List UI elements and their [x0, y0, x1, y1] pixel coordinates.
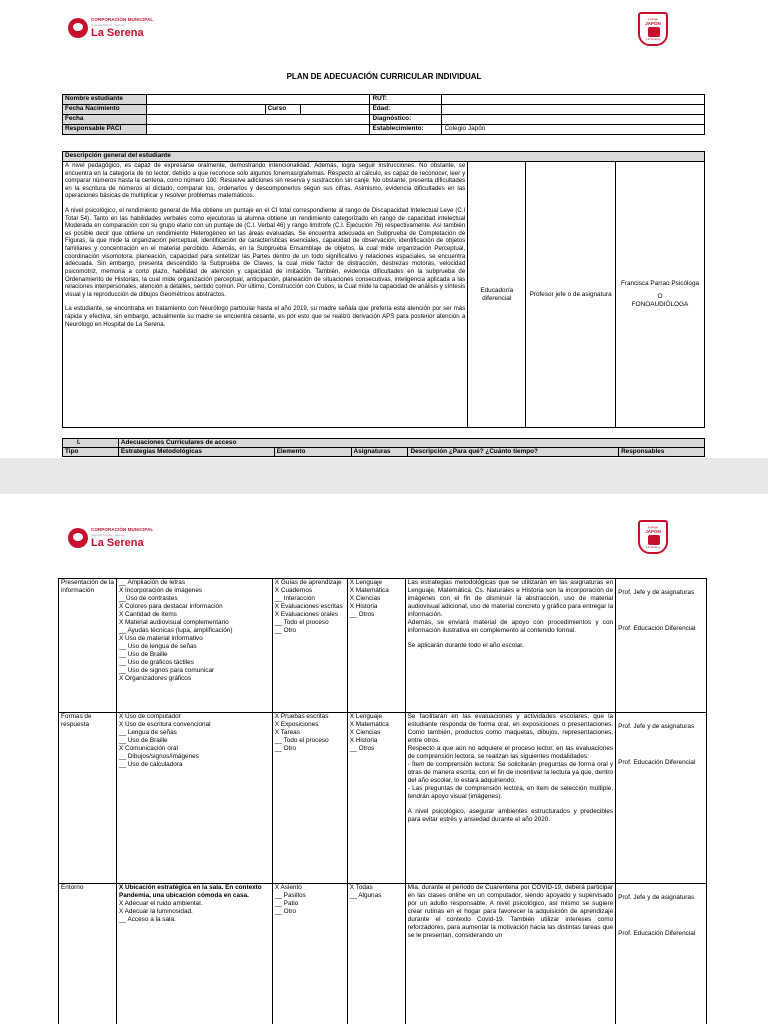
option-item: __ Otros — [349, 745, 375, 752]
row2-estrategias — [116, 713, 272, 884]
option-item: __ Algunas — [349, 892, 382, 899]
label-curso: Curso — [265, 105, 300, 115]
description-paragraph: Las estrategias metodológicas que se utilizarán en las asignaturas en Lenguaje, Matemática, Cs. Naturales e Historia son la incorporación de imágenes con el fin de disminuir la abstracción, uso de material audiovisual adicional, uso de material concreto y gráfico para entregar la información. — [407, 579, 614, 618]
school-shield-icon — [638, 12, 668, 46]
school-shield-icon — [638, 520, 668, 554]
option-item: __ Uso de calculadora — [118, 761, 183, 768]
description-paragraph-3: La estudiante, se encontraba en tratamiento con Neurólogo particular hasta el año 2019, su madre señala que prefería esta atención por ser más rápida y efectiva, sin embargo, actualmente su madre se encuentra cesante, es por esto que se realizó derivación APS para posterior atención a Neurólogo en Hospital de La Serena. — [65, 305, 466, 328]
value-responsable[interactable] — [146, 125, 370, 135]
option-item: X Exposiciones — [274, 721, 319, 728]
option-item: __ Otros — [349, 611, 375, 618]
col-estrategias: Estrategias Metodológicas — [118, 448, 274, 457]
access-adaptations-header-table — [62, 438, 705, 457]
value-edad[interactable] — [442, 105, 705, 115]
option-item: __Uso de contrastes — [118, 595, 178, 602]
row2-asignaturas — [347, 713, 405, 884]
option-item: __ Todo el proceso — [274, 619, 329, 626]
label-establecimiento: Establecimiento: — [370, 125, 442, 135]
option-item: __ Interacción — [274, 595, 315, 602]
row1-estrategias — [116, 579, 272, 713]
row1-asignaturas — [347, 579, 405, 713]
option-item: __ Acceso a la sala. — [118, 916, 176, 923]
option-item: __ Pasillos — [274, 892, 306, 899]
logo-city: La Serena — [91, 26, 144, 39]
option-item: X Historia — [349, 603, 378, 610]
option-item: X Uso de escritura convencional — [118, 721, 211, 728]
option-item: X Material audiovisual complementario — [118, 619, 229, 626]
row3-estrategias — [116, 884, 272, 1024]
role-psicologa — [616, 162, 705, 428]
student-description-table — [62, 151, 705, 428]
shield-name-text: JAPÓN — [645, 21, 661, 26]
option-item: X Organizadores gráficos — [118, 675, 192, 682]
option-item: X Tareas — [274, 729, 300, 736]
student-info-table — [62, 94, 705, 135]
table-row — [59, 579, 707, 713]
logo-line2: Gabriela Mistral · Serena — [91, 532, 125, 537]
row1-responsables — [616, 579, 707, 713]
option-item: __ Otro — [274, 745, 297, 752]
shield-name-text: JAPÓN — [645, 529, 661, 534]
option-item: X Uso de computador — [118, 713, 181, 720]
description-paragraph: Se aplicarán durante todo el año escolar. — [407, 642, 524, 649]
row1-tipo: Presentación de la información — [59, 579, 117, 713]
label-rut: RUT: — [370, 95, 442, 105]
option-item: __ Ayudas técnicas (lupa, amplificación) — [118, 627, 233, 634]
row2-descripcion — [405, 713, 615, 884]
option-item: X Incorporación de imágenes — [118, 587, 203, 594]
description-paragraph: Mia, durante el período de Cuarentena por COVID-19, deberá participar en las clases online en un computador, siendo apoyado y supervisado por un adulto responsable. A nivel psicológico, así mismo se sugiere crear rutinas en el hogar para favorecer la adquisición de aprendizaje durante el contexto Covid-19. También utilizar intereses como reforzadores, para aumentar la motivación hacia las distintas tareas que se le presentan, considerando un — [407, 884, 614, 939]
option-item: X Historia — [349, 737, 378, 744]
option-item: __ Patio — [274, 900, 299, 907]
description-paragraph: Además, se enviará material de apoyo con procedimientos y con información ilustrativa en complemento al contenido formal. — [407, 619, 614, 634]
corporation-emblem-icon — [68, 18, 88, 38]
corporation-emblem-icon — [68, 528, 88, 548]
shield-bottom-text: La Serena — [646, 545, 660, 549]
label-responsable: Responsable PACI — [63, 125, 147, 135]
col-responsables: Responsables — [619, 448, 705, 457]
responsible-item: Prof. Jefe y de asignaturas — [618, 894, 695, 901]
document-page-2 — [0, 494, 768, 1024]
option-item: X Asiento — [274, 884, 302, 891]
description-text — [63, 162, 468, 428]
row2-elemento — [272, 713, 347, 884]
description-paragraph: - Ítem de comprensión lectora: Se solicitarán preguntas de forma oral y otras de manera escrita, con el fin de incentivar la lectura ya que, dentro del año escolar, lo estará adquiriendo. — [407, 761, 614, 784]
label-edad: Edad: — [370, 105, 442, 115]
shield-top-text: Colegio — [647, 525, 659, 529]
option-item: X Ubicación estratégica en la sala. En contexto Pandemia, una ubicación cómoda en casa. — [118, 884, 262, 899]
role-profesor: Profesor jefe o de asignatura — [526, 162, 616, 428]
option-item: __ Lengua de señas — [118, 729, 177, 736]
option-item: X Ciencias — [349, 729, 381, 736]
value-establecimiento: Colegio Japón — [442, 125, 705, 135]
table-row — [59, 713, 707, 884]
option-item: X Uso de material informativo — [118, 635, 203, 642]
description-header: Descripción general del estudiante — [63, 152, 705, 162]
option-item: __ Otro — [274, 627, 297, 634]
value-curso[interactable] — [300, 105, 370, 115]
logo-line1: CORPORACIÓN MUNICIPAL — [91, 527, 154, 532]
value-fecha[interactable] — [146, 115, 370, 125]
access-adaptations-table — [58, 578, 707, 1024]
col-descripcion: Descripción ¿Para qué? ¿Cuánto tiempo? — [408, 448, 619, 457]
option-item: X Guías de aprendizaje — [274, 579, 342, 586]
responsible-item: Prof. Jefe y de asignaturas — [618, 723, 695, 730]
responsible-item: Prof. Educación Diferencial — [618, 759, 696, 766]
label-diagnostico: Diagnóstico: — [370, 115, 442, 125]
description-paragraph: Respecto a que aún no adquiere el proceso lector, en las evaluaciones de comprensión lectora, se realizan las siguientes modalidades: — [407, 745, 614, 760]
row3-tipo: Entorno — [59, 884, 117, 1024]
option-item: __ Dibujos/signos/imágenes — [118, 753, 199, 760]
label-fecha: Fecha — [63, 115, 147, 125]
role-educador: Educador/a diferencial — [468, 162, 526, 428]
option-item: __ Uso de Braille — [118, 737, 168, 744]
col-asignaturas: Asignaturas — [351, 448, 408, 457]
shield-bottom-text: La Serena — [646, 37, 660, 41]
option-item: __ Todo el proceso — [274, 737, 329, 744]
document-title: PLAN DE ADECUACIÓN CURRICULAR INDIVIDUAL — [286, 72, 482, 81]
label-fecha-nacimiento: Fecha Nacimiento — [63, 105, 147, 115]
option-item: X Ciencias — [349, 595, 381, 602]
label-nombre: Nombre estudiante — [63, 95, 147, 105]
shield-top-text: Colegio — [647, 17, 659, 21]
option-item: X Pruebas escritas — [274, 713, 329, 720]
row3-descripcion — [405, 884, 615, 1024]
value-nombre[interactable] — [146, 95, 370, 105]
logo-city: La Serena — [91, 536, 144, 549]
logo-line2: Gabriela Mistral · Serena — [91, 22, 125, 27]
description-paragraph: Se facilitarán en las evaluaciones y actividades escolares, que la estudiante responda de forma oral, en exposiciones o presentaciones. Como también, productos como maquetas, dibujos, representaciones, entre otros. — [407, 713, 614, 744]
description-paragraph: - Las preguntas de comprensión lectora, en ítem de selección múltiple, tendrán apoyo visual (imágenes). — [407, 785, 614, 800]
row3-asignaturas — [347, 884, 405, 1024]
option-item: X Cantidad de ítems — [118, 611, 177, 618]
row3-responsables — [616, 884, 707, 1024]
la-serena-logo — [68, 18, 153, 39]
document-page-1 — [0, 0, 768, 458]
row1-descripcion — [405, 579, 615, 713]
option-item: X Matemática — [349, 587, 389, 594]
option-item: X Adecuar el ruido ambiental. — [118, 900, 203, 907]
option-item: X Colores para destacar información — [118, 603, 223, 610]
row1-elemento — [272, 579, 347, 713]
description-paragraph-1: A nivel pedagógico, es capaz de expresarse oralmente, demostrando intencionalidad. Además, logra seguir instrucciones. No obstante, se encuentra en la categoría de no lector, debido a que reconoce solo algunos fonemas/grafemas. Respecto al cálculo, es capaz de reconocer, leer y comparar números hasta la centena, como número 100. Resuelve adiciones sin reserva y sustracción sin canje. No obstante, presenta dificultades en la escritura de números al dictado, comparar los, ordenarlos y descomponerlos según sus cifras. Asimismo, evidencia dificultades en las operaciones básicas de multiplicar y resolver problemas matemáticos. — [65, 162, 466, 200]
role-fono: FONOAUDIÓLOGA — [631, 301, 689, 308]
responsible-item: Prof. Educación Diferencial — [618, 625, 696, 632]
option-item: __ Uso de signos para comunicar — [118, 667, 215, 674]
option-item: X Evaluaciones orales — [274, 611, 339, 618]
option-item: __ Uso de Braille — [118, 651, 168, 658]
logo-line1: CORPORACIÓN MUNICIPAL — [91, 17, 154, 22]
value-fecha-nacimiento[interactable] — [146, 105, 265, 115]
option-item: X Lenguaje — [349, 579, 383, 586]
role-or: O — [657, 293, 663, 300]
section-title: Adecuaciones Curriculares de acceso — [118, 439, 704, 448]
value-diagnostico[interactable] — [442, 115, 705, 125]
option-item: __ Uso de gráficos táctiles — [118, 659, 194, 666]
table-row — [59, 884, 707, 1024]
value-rut[interactable] — [442, 95, 705, 105]
option-item: X Matemática — [349, 721, 389, 728]
description-paragraph-2: A nivel psicológico, el rendimiento general de Mia obtiene un puntaje en el CI total correspondiente al rango de Discapacidad Intelectual Leve (C.I Total 54). Tanto en las habilidades verbales como ejecutoras la alumna obtiene un rendimiento categorizado en rango de capacidad intelectual Moderada en comparación con su grupo etario con un puntaje de (C.I. Verbal 46) y rango limítrofe (C.I. Ejecución 76) respectivamente. Así también es posible decir que obtiene un rendimiento Heterogéneo en las áreas evaluadas. Se encuentra adecuada en Subprueba de Completación de Figuras, la que mide la organización perceptual, identificación de características esenciales, capacidad de observación, identificación de objetos familiares y concentración en el material percibido. Además, en la Subprueba Ensamblaje de objetos, la cual mide organización Perceptual, coordinación visomotora, planeación, capacidad para sintetizar las Partes dentro de un todo significativo y relaciones espaciales, se encuentra adecuada. Sin embargo, presenta descendido la Subprueba de Claves, la cual mide factor de distracción, destrezas motoras, velocidad psicomotriz, memoria a corto plazo, habilidad de atención y capacidad de imitación. También, evidencia dificultades en la subprueba de Ordenamiento de Historias, la cual mide organización perceptual, anticipación, planeación de situaciones consecutivas, inteligencia aplicada a las relaciones interpersonales, atención a detalles, sentido común. Por último, Construcción con Cubos, la Cual mide la capacidad de análisis y síntesis visual y la reproducción de dibujos Geométricos abstractos. — [65, 207, 466, 298]
section-number: I. — [63, 439, 119, 448]
la-serena-logo — [68, 528, 153, 549]
option-item: __ Ampliación de letras — [118, 579, 186, 586]
row2-responsables — [616, 713, 707, 884]
col-elemento: Elemento — [274, 448, 351, 457]
option-item: X Todas — [349, 884, 373, 891]
responsible-item: Prof. Educación Diferencial — [618, 930, 696, 937]
option-item: X Adecuar la luminosidad. — [118, 908, 193, 915]
description-paragraph: A nivel psicológico, asegurar ambientes estructurados y predecibles para evitar estrés y ansiedad durante el año 2020. — [407, 808, 614, 823]
option-item: X Cuadernos — [274, 587, 313, 594]
responsible-item: Prof. Jefe y de asignaturas — [618, 589, 695, 596]
option-item: __ Otro — [274, 908, 297, 915]
option-item: __ Uso de lengua de señas — [118, 643, 197, 650]
row3-elemento — [272, 884, 347, 1024]
option-item: X Lenguaje — [349, 713, 383, 720]
row2-tipo: Formas de respuesta — [59, 713, 117, 884]
option-item: X Evaluaciones escritas — [274, 603, 343, 610]
role-psicologa-name: Francisca Parrao Psicóloga — [620, 280, 700, 287]
col-tipo: Tipo — [63, 448, 119, 457]
option-item: X Comunicación oral — [118, 745, 178, 752]
